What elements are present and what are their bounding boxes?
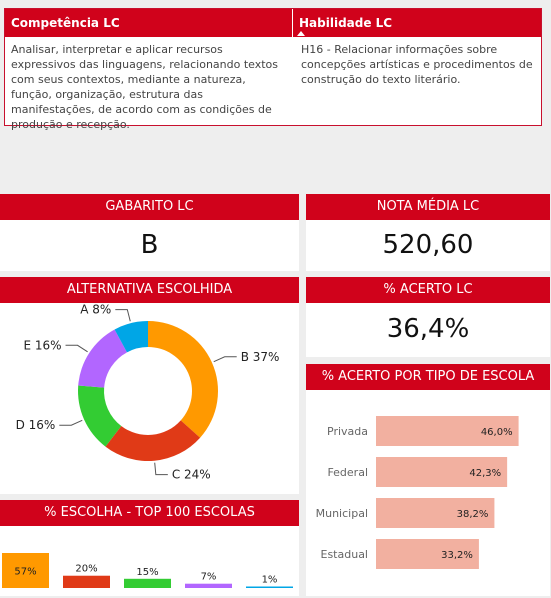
acerto-title: % ACERTO LC [306,277,550,303]
top100-bar-d[interactable] [124,579,171,588]
alternativa-card [0,277,299,494]
donut-label-b: B 37% [240,349,280,364]
nota-media-card [306,194,550,271]
donut-leader-c [155,463,168,475]
alternativa-title: ALTERNATIVA ESCOLHIDA [0,277,299,303]
alternativa-donut-chart [0,303,299,494]
donut-label-d: D 16% [15,418,56,433]
top100-value-label: 57% [14,566,37,578]
acerto-card [306,277,550,357]
tipo-category-label: Municipal [315,507,368,520]
tipo-escola-bar-chart [306,390,550,596]
header-habilidade-label: Habilidade LC [299,16,393,30]
table-row [5,37,541,132]
cell-competencia: Analisar, interpretar e aplicar recursos expressivos das linguagens, relacionando textos com seus contextos, mediante a natureza, função, organização, estrutura das manifestações, de acordo com as condições de produção e recepção. [11,43,279,131]
donut-leader-b [214,357,237,362]
top100-bar-a[interactable] [246,587,293,589]
acerto-value: 36,4% [386,314,470,344]
tipo-category-label: Privada [327,425,368,438]
header-competencia[interactable]: Competência LC [5,9,293,37]
tipo-category-label: Estadual [320,548,368,561]
cell-habilidade: H16 - Relacionar informações sobre concepções artísticas e procedimentos de construção do texto literário. [301,43,533,86]
tipo-value-label: 42,3% [469,468,502,479]
gabarito-card [0,194,299,271]
top100-bar-e[interactable] [185,584,232,588]
top100-bar-c[interactable] [63,576,110,588]
top100-value-label: 15% [136,566,159,578]
top100-value-label: 7% [200,571,217,583]
header-habilidade[interactable] [293,9,541,37]
competencia-table [4,8,542,131]
top100-bar-chart [0,526,299,596]
tipo-value-label: 46,0% [480,427,513,438]
table-header [5,9,541,37]
top100-value-label: 1% [261,574,278,586]
top100-title: % ESCOLHA - TOP 100 ESCOLAS [0,500,299,526]
donut-label-c: C 24% [171,467,211,482]
tipo-value-label: 38,2% [456,509,489,520]
top100-value-label: 20% [75,563,98,575]
sort-ascending-icon [297,31,305,36]
tipo-escola-title: % ACERTO POR TIPO DE ESCOLA [306,364,550,390]
donut-leader-e [66,345,88,352]
donut-leader-a [115,310,130,322]
donut-slice-b[interactable] [148,321,218,438]
donut-leader-d [59,420,82,425]
tipo-escola-card [306,364,550,596]
donut-label-a: A 8% [80,303,112,317]
top100-card [0,500,299,596]
tipo-value-label: 33,2% [441,550,473,561]
gabarito-title: GABARITO LC [0,194,299,220]
tipo-category-label: Federal [327,466,368,479]
nota-media-title: NOTA MÉDIA LC [306,194,550,220]
gabarito-value: B [140,230,159,260]
donut-label-e: E 16% [23,338,62,353]
nota-media-value: 520,60 [382,230,474,260]
